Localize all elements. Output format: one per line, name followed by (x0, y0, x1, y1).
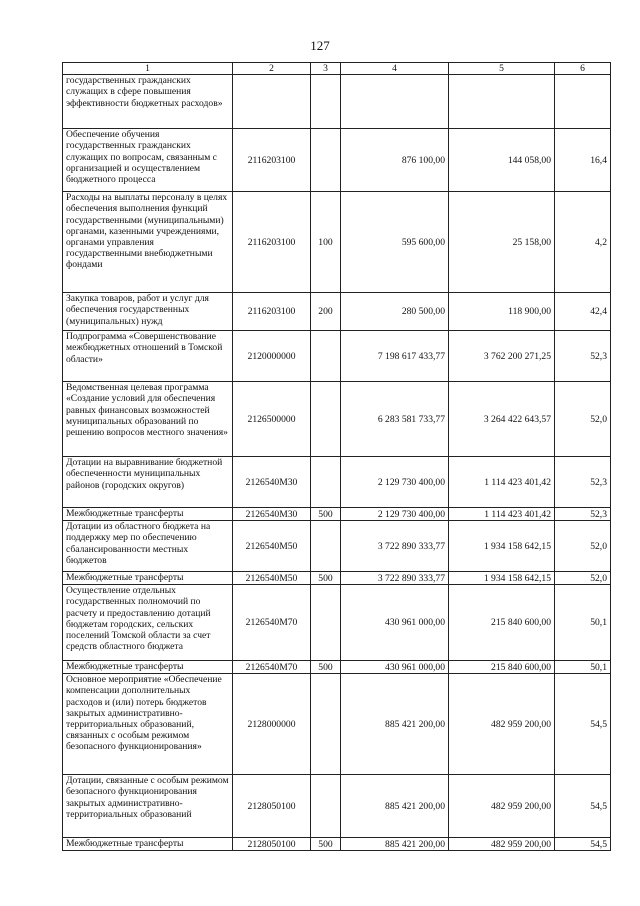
column-header: 3 (311, 63, 341, 75)
row-plan-amount: 3 722 890 333,77 (341, 572, 449, 585)
row-name: государственных гражданских служащих в сфере повышения эффективности бюджетных расходов» (63, 75, 233, 129)
table-row (63, 585, 611, 661)
row-expense-type: 200 (311, 293, 341, 331)
row-name: Ведомственная целевая программа «Создание условий для обеспечения равных финансовых возможностей муниципальных образований по решению вопросов местного значения» (63, 382, 233, 457)
row-percent: 4,2 (555, 192, 611, 293)
row-percent: 16,4 (555, 129, 611, 192)
row-code: 2126540М70 (233, 585, 311, 661)
row-code: 2128000000 (233, 674, 311, 775)
row-plan-amount: 595 600,00 (341, 192, 449, 293)
row-name: Осуществление отдельных государственных полномочий по расчету и предоставлению дотаций бюджетам городских, сельских поселений Томской области за счет средств областного бюджета (63, 585, 233, 661)
row-code: 2128050100 (233, 775, 311, 838)
row-name: Дотации из областного бюджета на поддержку мер по обеспечению сбалансированности местных бюджетов (63, 521, 233, 572)
row-plan-amount: 2 129 730 400,00 (341, 457, 449, 508)
row-expense-type: 500 (311, 661, 341, 674)
row-percent: 52,0 (555, 521, 611, 572)
table-row (63, 129, 611, 192)
row-name: Межбюджетные трансферты (63, 508, 233, 521)
row-expense-type: 500 (311, 508, 341, 521)
row-plan-amount: 885 421 200,00 (341, 674, 449, 775)
row-actual-amount: 215 840 600,00 (449, 661, 555, 674)
row-name: Основное мероприятие «Обеспечение компенсации дополнительных расходов и (или) потерь бюджетов закрытых административно-территориальных образований, связанных с особым режимом безопасного функционирования» (63, 674, 233, 775)
row-percent (555, 75, 611, 129)
row-plan-amount: 430 961 000,00 (341, 661, 449, 674)
table-row (63, 508, 611, 521)
row-plan-amount: 6 283 581 733,77 (341, 382, 449, 457)
row-code: 2126540М30 (233, 508, 311, 521)
row-actual-amount: 1 934 158 642,15 (449, 521, 555, 572)
row-name: Дотации, связанные с особым режимом безопасного функционирования закрытых административно-территориальных образований (63, 775, 233, 838)
row-expense-type (311, 521, 341, 572)
row-name: Межбюджетные трансферты (63, 572, 233, 585)
row-actual-amount: 215 840 600,00 (449, 585, 555, 661)
row-actual-amount: 1 114 423 401,42 (449, 508, 555, 521)
row-percent: 52,3 (555, 331, 611, 382)
row-expense-type (311, 585, 341, 661)
column-header: 2 (233, 63, 311, 75)
table-row (63, 331, 611, 382)
row-expense-type (311, 674, 341, 775)
row-name: Обеспечение обучения государственных гражданских служащих по вопросам, связанным с организацией и осуществлением бюджетного процесса (63, 129, 233, 192)
row-code: 2116203100 (233, 293, 311, 331)
row-expense-type (311, 382, 341, 457)
row-actual-amount: 1 934 158 642,15 (449, 572, 555, 585)
row-code: 2116203100 (233, 192, 311, 293)
row-percent: 52,3 (555, 508, 611, 521)
row-percent: 54,5 (555, 674, 611, 775)
row-code: 2126540М70 (233, 661, 311, 674)
row-percent: 52,0 (555, 382, 611, 457)
column-header: 6 (555, 63, 611, 75)
row-name: Расходы на выплаты персоналу в целях обеспечения выполнения функций государственными (муниципальными) органами, казенными учреждениями, органами управления государственными внебюджетными фондами (63, 192, 233, 293)
row-plan-amount: 7 198 617 433,77 (341, 331, 449, 382)
row-name: Закупка товаров, работ и услуг для обеспечения государственных (муниципальных) нужд (63, 293, 233, 331)
row-plan-amount (341, 75, 449, 129)
table-row (63, 192, 611, 293)
row-name: Межбюджетные трансферты (63, 661, 233, 674)
row-actual-amount: 3 264 422 643,57 (449, 382, 555, 457)
row-actual-amount: 25 158,00 (449, 192, 555, 293)
table-row (63, 775, 611, 838)
row-expense-type: 500 (311, 838, 341, 851)
row-actual-amount: 144 058,00 (449, 129, 555, 192)
row-code (233, 75, 311, 129)
row-plan-amount: 2 129 730 400,00 (341, 508, 449, 521)
row-expense-type (311, 457, 341, 508)
row-plan-amount: 3 722 890 333,77 (341, 521, 449, 572)
row-actual-amount: 482 959 200,00 (449, 775, 555, 838)
row-code: 2126540М50 (233, 521, 311, 572)
row-actual-amount: 482 959 200,00 (449, 674, 555, 775)
row-percent: 54,5 (555, 775, 611, 838)
table-row (63, 293, 611, 331)
row-percent: 54,5 (555, 838, 611, 851)
row-plan-amount: 876 100,00 (341, 129, 449, 192)
row-actual-amount: 3 762 200 271,25 (449, 331, 555, 382)
table-row (63, 838, 611, 851)
row-code: 2116203100 (233, 129, 311, 192)
page-number: 127 (310, 38, 330, 53)
row-percent: 50,1 (555, 585, 611, 661)
table-row (63, 75, 611, 129)
row-actual-amount: 482 959 200,00 (449, 838, 555, 851)
row-code: 2126500000 (233, 382, 311, 457)
table-header-row (63, 63, 611, 75)
row-expense-type: 100 (311, 192, 341, 293)
row-percent: 52,0 (555, 572, 611, 585)
row-percent: 50,1 (555, 661, 611, 674)
row-code: 2126540М30 (233, 457, 311, 508)
row-actual-amount: 1 114 423 401,42 (449, 457, 555, 508)
row-expense-type (311, 75, 341, 129)
row-expense-type (311, 331, 341, 382)
column-header: 5 (449, 63, 555, 75)
row-expense-type (311, 775, 341, 838)
row-name: Подпрограмма «Совершенствование межбюджетных отношений в Томской области» (63, 331, 233, 382)
row-name: Дотации на выравнивание бюджетной обеспеченности муниципальных районов (городских округов) (63, 457, 233, 508)
row-expense-type: 500 (311, 572, 341, 585)
row-plan-amount: 885 421 200,00 (341, 775, 449, 838)
table-row (63, 457, 611, 508)
column-header: 4 (341, 63, 449, 75)
row-plan-amount: 280 500,00 (341, 293, 449, 331)
row-plan-amount: 430 961 000,00 (341, 585, 449, 661)
table-row (63, 572, 611, 585)
row-actual-amount: 118 900,00 (449, 293, 555, 331)
row-code: 2128050100 (233, 838, 311, 851)
table-row (63, 382, 611, 457)
row-percent: 42,4 (555, 293, 611, 331)
row-code: 2120000000 (233, 331, 311, 382)
budget-table (62, 62, 611, 851)
row-plan-amount: 885 421 200,00 (341, 838, 449, 851)
table-row (63, 521, 611, 572)
row-expense-type (311, 129, 341, 192)
row-name: Межбюджетные трансферты (63, 838, 233, 851)
row-actual-amount (449, 75, 555, 129)
column-header: 1 (63, 63, 233, 75)
row-code: 2126540М50 (233, 572, 311, 585)
row-percent: 52,3 (555, 457, 611, 508)
table-row (63, 661, 611, 674)
table-row (63, 674, 611, 775)
